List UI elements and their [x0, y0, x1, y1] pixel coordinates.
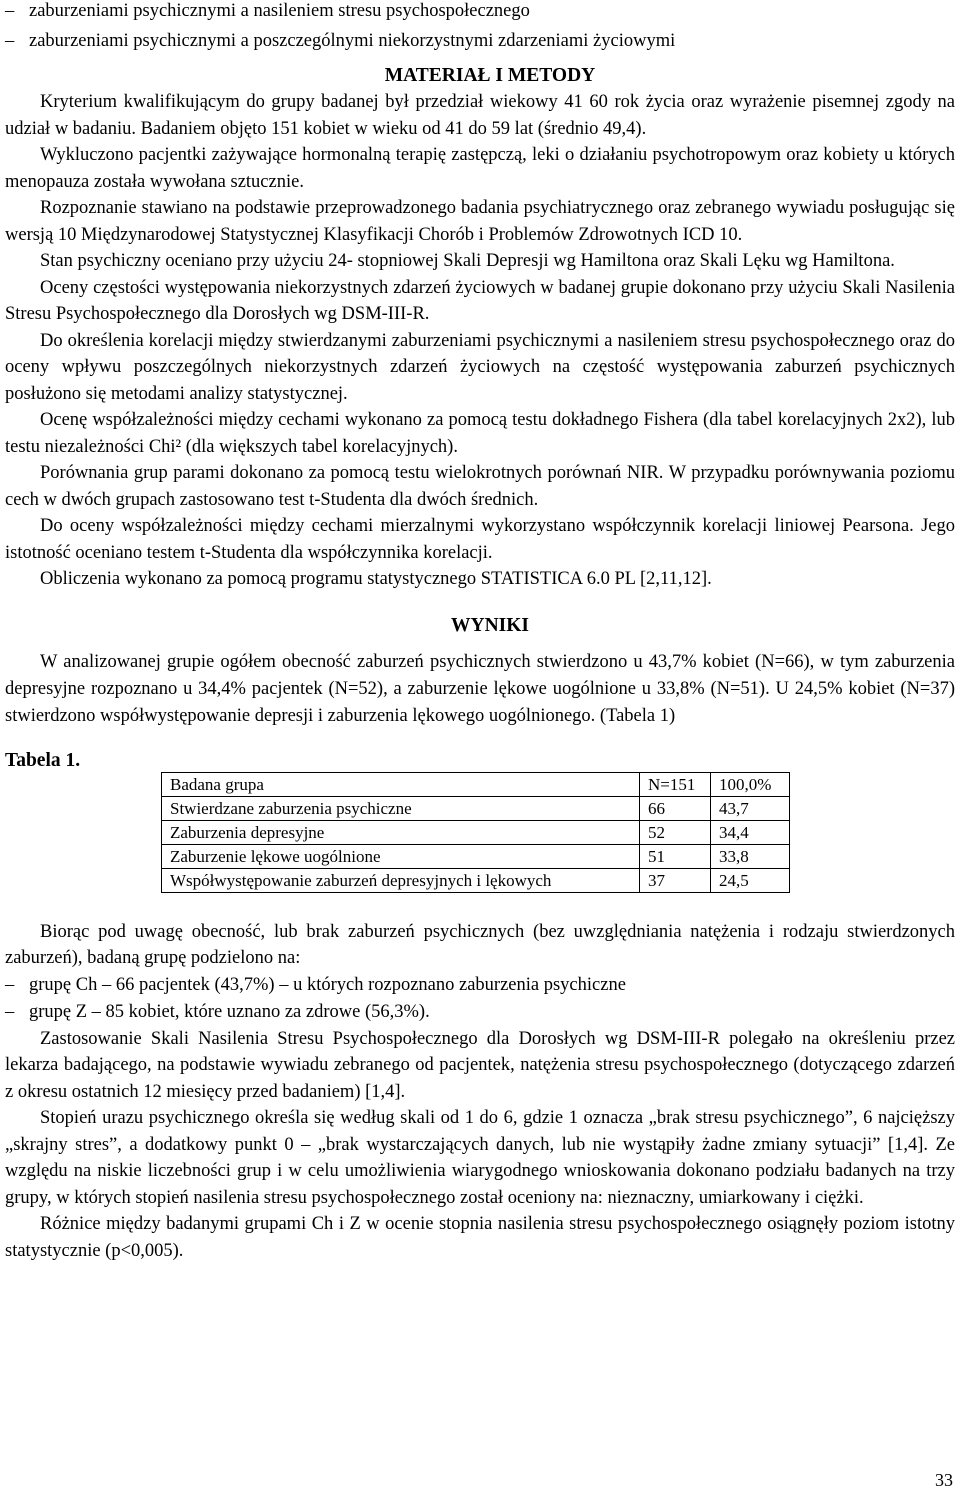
table-row	[162, 844, 790, 868]
results-paragraph: Biorąc pod uwagę obecność, lub brak zaburzeń psychicznych (bez uwzględniania natężenia i rodzaju stwierdzonych zaburzeń), badaną grupę podzielono na:	[5, 921, 955, 968]
methods-paragraph: Porównania grup parami dokonano za pomocą testu wielokrotnych porównań NIR. W przypadku porównywania poziomu cech w dwóch grupach zastosowano test t-Studenta dla dwóch średnich.	[5, 463, 955, 510]
results-table	[161, 772, 790, 893]
methods-paragraph: Wykluczono pacjentki zażywające hormonalną terapię zastępczą, leki o działaniu psychotropowym oraz kobiety u których menopauza została wywołana sztucznie.	[5, 145, 955, 192]
methods-paragraph: Oceny częstości występowania niekorzystnych zdarzeń życiowych w badanej grupie dokonano przy użyciu Skali Nasilenia Stresu Psychospołecznego dla Dorosłych wg DSM-III-R.	[5, 277, 955, 324]
table-cell: 24,5	[711, 868, 790, 892]
results-paragraph: Stopień urazu psychicznego określa się według skali od 1 do 6, gdzie 1 oznacza „brak stresu psychicznego”, 6 najcięższy „skrajny stres”, a dodatkowy punkt 0 – „brak wystarczających danych, lub nie wystąpiły żadne zmiany sytuacji” [1,4]. Ze względu na niskie liczebności grup i w celu umożliwienia wiarygodnego wnioskowania dokonano podziału badanych na trzy grupy, w których stopień nasilenia stresu psychospołecznego został oceniony na: nieznaczny, umiarkowany i ciężki.	[5, 1108, 955, 1208]
methods-paragraph: Kryterium kwalifikującym do grupy badanej był przedział wiekowy 41 60 rok życia oraz wyrażenie pisemnej zgody na udział w badaniu. Badaniem objęto 151 kobiet w wieku od 41 do 59 lat (średnio 49,4).	[5, 92, 955, 139]
groups-list	[5, 972, 955, 1026]
results-intro: W analizowanej grupie ogółem obecność zaburzeń psychicznych stwierdzono u 43,7% kobiet (N=66), w tym zaburzenia depresyjne rozpoznano u 34,4% pacjentek (N=52), a zaburzenie lękowe uogólnione u 33,8% (N=51). U 24,5% kobiet (N=37) stwierdzono współwystępowanie depresji i zaburzenia lękowego uogólnionego. (Tabela 1)	[5, 651, 955, 726]
table-row	[162, 796, 790, 820]
table-row	[162, 772, 790, 796]
methods-paragraph: Do oceny współzależności między cechami mierzalnymi wykorzystano współczynnik korelacji liniowej Pearsona. Jego istotność oceniano testem t-Studenta dla współczynnika korelacji.	[5, 516, 955, 563]
methods-paragraph: Stan psychiczny oceniano przy użyciu 24- stopniowej Skali Depresji wg Hamiltona oraz Skali Lęku wg Hamiltona.	[40, 251, 895, 271]
table-row	[162, 868, 790, 892]
methods-paragraph: Do określenia korelacji między stwierdzanymi zaburzeniami psychicznymi a nasileniem stresu psychospołecznego oraz do oceny wpływu poszczególnych niekorzystnych zdarzeń życiowych na częstość występowania zaburzeń psychicznych posłużono się metodami analizy statystycznej.	[5, 330, 955, 404]
methods-heading: MATERIAŁ I METODY	[384, 65, 596, 86]
methods-paragraph: Rozpoznanie stawiano na podstawie przeprowadzonego badania psychiatrycznego oraz zebranego wywiadu posługując się wersją 10 Międzynarodowej Statystycznej Klasyfikacji Chorób i Problemów Zdrowotnych ICD 10.	[5, 198, 955, 245]
table-cell: Współwystępowanie zaburzeń depresyjnych i lękowych	[162, 868, 640, 892]
table-cell: 34,4	[711, 820, 790, 844]
table-row	[162, 820, 790, 844]
page-number: 33	[935, 1470, 953, 1490]
list-item-text: grupę Z – 85 kobiet, które uznano za zdrowe (56,3%).	[29, 1001, 430, 1022]
table-cell: Zaburzenie lękowe uogólnione	[162, 844, 640, 868]
list-item-text: grupę Ch – 66 pacjentek (43,7%) – u których rozpoznano zaburzenia psychiczne	[29, 974, 626, 995]
table-label: Tabela 1.	[5, 749, 81, 771]
table-cell: 37	[640, 868, 711, 892]
page	[5, 0, 955, 1264]
table-cell: Stwierdzane zaburzenia psychiczne	[162, 796, 640, 820]
table-cell: 51	[640, 844, 711, 868]
table-cell: 52	[640, 820, 711, 844]
results-heading: WYNIKI	[450, 614, 529, 636]
methods-paragraph: Ocenę współzależności między cechami wykonano za pomocą testu dokładnego Fishera (dla tabel korelacyjnych 2x2), lub testu niezależności Chi² (dla większych tabel korelacyjnych).	[5, 410, 955, 457]
list-item	[5, 0, 955, 26]
table-cell: 100,0%	[711, 772, 790, 796]
table-cell: 66	[640, 796, 711, 820]
dash-bullet: –	[5, 1, 15, 21]
table-cell: Badana grupa	[162, 772, 640, 796]
results-paragraph: Różnice między badanymi grupami Ch i Z w ocenie stopnia nasilenia stresu psychospołecznego osiągnęły poziom istotny statystycznie (p<0,005).	[5, 1214, 955, 1261]
methods-paragraph: Obliczenia wykonano za pomocą programu statystycznego STATISTICA 6.0 PL [2,11,12].	[40, 569, 712, 589]
list-item	[5, 972, 955, 999]
table-cell: 33,8	[711, 844, 790, 868]
dash-bullet: –	[5, 31, 15, 51]
list-item-text: zaburzeniami psychicznymi a nasileniem stresu psychospołecznego	[29, 1, 530, 21]
dash-bullet: –	[5, 1001, 15, 1022]
table-cell: N=151	[640, 772, 711, 796]
results-paragraph: Zastosowanie Skali Nasilenia Stresu Psychospołecznego dla Dorosłych wg DSM-III-R polegało na określeniu przez lekarza badającego, na podstawie wywiadu zebranego od pacjentek, natężenia stresu psychospołecznego (dotyczącego zdarzeń z okresu ostatnich 12 miesięcy przed badaniem) [1,4].	[5, 1028, 955, 1102]
list-item	[5, 999, 955, 1026]
table-cell: Zaburzenia depresyjne	[162, 820, 640, 844]
top-list	[5, 0, 955, 56]
table-cell: 43,7	[711, 796, 790, 820]
list-item	[5, 26, 955, 56]
dash-bullet: –	[5, 974, 15, 995]
list-item-text: zaburzeniami psychicznymi a poszczególnymi niekorzystnymi zdarzeniami życiowymi	[29, 31, 676, 51]
